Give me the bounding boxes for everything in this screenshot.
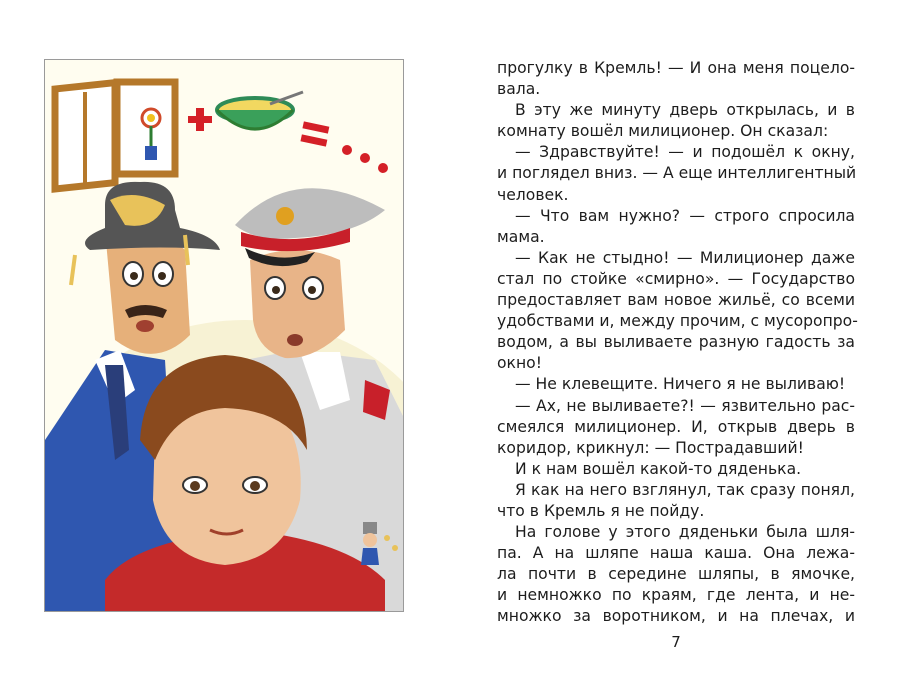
text-line: удобствами и, между прочим, с мусоропро-	[497, 312, 858, 331]
text-line: комнату вошёл милиционер. Он сказал:	[497, 122, 829, 141]
text-line: стал по стойке «смирно». — Государство	[497, 269, 855, 288]
text-line: и поглядел вниз. — А еще интеллигентный	[497, 164, 857, 183]
text-line: что в Кремль я не пойду.	[497, 501, 705, 520]
text-line: прогулку в Кремль! — И она меня поцело-	[497, 59, 855, 77]
text-line: ла почти в середине шляпы, в ямочке,	[497, 565, 855, 584]
text-line: — Не клевещите. Ничего я не выливаю!	[515, 375, 846, 394]
window-icon	[55, 82, 175, 189]
text-line: па. А на шляпе наша каша. Она лежа-	[497, 544, 855, 563]
text-line: человек.	[497, 185, 569, 204]
text-line: Я как на него взглянул, так сразу понял,	[515, 480, 855, 499]
text-line: окно!	[497, 354, 542, 373]
illustration	[44, 59, 404, 612]
illustration-drawing	[45, 60, 404, 612]
text-line: смеялся милиционер. И, открыв дверь в	[497, 417, 855, 436]
text-line: предоставляет вам новое жильё, со всеми	[497, 291, 855, 310]
text-line: множко за воротником, и на плечах, и	[497, 607, 855, 626]
text-line: водом, а вы выливаете разную гадость за	[497, 333, 855, 352]
text-line: и немножко по краям, где лента, и не-	[497, 586, 855, 605]
text-line: — Что вам нужно? — строго спросила	[515, 206, 855, 225]
text-line: — Здравствуйте! — и подошёл к окну,	[515, 143, 855, 162]
text-line: мама.	[497, 227, 545, 246]
text-line: На голове у этого дяденьки была шля-	[515, 523, 855, 542]
text-line: В эту же минуту дверь открылась, и в	[515, 101, 855, 120]
text-line: — Ах, не выливаете?! — язвительно рас-	[515, 396, 855, 415]
text-line: — Как не стыдно! — Милиционер даже	[515, 248, 855, 267]
text-line: вала.	[497, 80, 541, 99]
page-number: 7	[671, 633, 681, 651]
text-line: И к нам вошёл какой-то дяденька.	[515, 459, 802, 478]
text-line: коридор, крикнул: — Пострадавший!	[497, 438, 804, 457]
page-text	[497, 58, 858, 628]
